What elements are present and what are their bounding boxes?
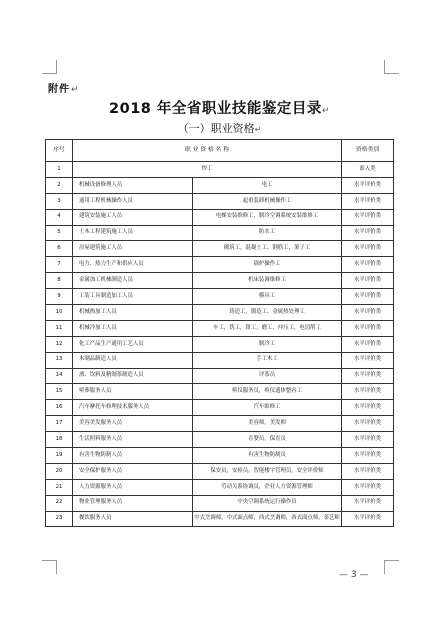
row-number: 10 bbox=[46, 305, 73, 321]
row-type: 水平评价类 bbox=[342, 225, 394, 241]
row-number: 15 bbox=[46, 384, 73, 400]
row-qualification: 模具工 bbox=[193, 289, 342, 305]
page-number: — 3 — bbox=[339, 570, 369, 580]
table-row bbox=[46, 209, 394, 225]
row-qualification: 中式烹调师，中式面点师，西式烹调师，西式面点师，茶艺师 bbox=[193, 511, 342, 527]
row-number: 7 bbox=[46, 257, 73, 273]
row-qualification: 制冷工 bbox=[193, 336, 342, 352]
row-type: 水平评价类 bbox=[342, 336, 394, 352]
table-header-row bbox=[46, 140, 394, 162]
table-row bbox=[46, 289, 394, 305]
crop-mark bbox=[56, 60, 57, 74]
row-qualification: 电梯安装维修工，制冷空调系统安装维修工 bbox=[193, 209, 342, 225]
row-category: 人力资源服务人员 bbox=[73, 479, 193, 495]
crop-mark bbox=[384, 60, 385, 74]
row-number: 2 bbox=[46, 177, 73, 193]
row-category: 美容美发服务人员 bbox=[73, 416, 193, 432]
row-category: 化工产品生产通用工艺人员 bbox=[73, 336, 193, 352]
row-qualification: 保安员，安检员，智能楼宇管理员，安全评价师 bbox=[193, 463, 342, 479]
table-row bbox=[46, 448, 394, 464]
row-type: 水平评价类 bbox=[342, 289, 394, 305]
header-num: 序号 bbox=[46, 140, 73, 162]
row-number: 9 bbox=[46, 289, 73, 305]
table-row bbox=[46, 352, 394, 368]
row-number: 14 bbox=[46, 368, 73, 384]
row-type: 水平评价类 bbox=[342, 209, 394, 225]
row-number: 22 bbox=[46, 495, 73, 511]
row-category: 木制品制造人员 bbox=[73, 352, 193, 368]
row-qualification: 殡仪服务员，殡仪遗体整容工 bbox=[193, 384, 342, 400]
row-qualification: 美容师，美发师 bbox=[193, 416, 342, 432]
row-type: 水平评价类 bbox=[342, 400, 394, 416]
qualification-table bbox=[45, 139, 394, 527]
row-number: 4 bbox=[46, 209, 73, 225]
row-qualification: 车工，铣工，钳工，磨工，冲压工，电切削工 bbox=[193, 320, 342, 336]
row-number: 21 bbox=[46, 479, 73, 495]
table-row bbox=[46, 495, 394, 511]
row-category: 有害生物防制人员 bbox=[73, 448, 193, 464]
row-type: 水平评价类 bbox=[342, 241, 394, 257]
row-category: 机械设备修理人员 bbox=[73, 177, 193, 193]
row-qualification: 防水工 bbox=[193, 225, 342, 241]
row-qualification: 评茶员 bbox=[193, 368, 342, 384]
table-row bbox=[46, 368, 394, 384]
row-number: 6 bbox=[46, 241, 73, 257]
row-qualification: 焊工 bbox=[73, 162, 342, 178]
row-category: 殡葬服务人员 bbox=[73, 384, 193, 400]
row-category: 土木工程建筑施工人员 bbox=[73, 225, 193, 241]
row-category: 安全保护服务人员 bbox=[73, 463, 193, 479]
row-number: 19 bbox=[46, 448, 73, 464]
row-type: 水平评价类 bbox=[342, 511, 394, 527]
table-row bbox=[46, 193, 394, 209]
table-row bbox=[46, 320, 394, 336]
crop-mark bbox=[384, 560, 385, 574]
page-title: 2018 年全省职业技能鉴定目录↵ bbox=[109, 101, 330, 117]
table-row bbox=[46, 225, 394, 241]
header-type: 资格类别 bbox=[342, 140, 394, 162]
row-type: 水平评价类 bbox=[342, 305, 394, 321]
row-number: 23 bbox=[46, 511, 73, 527]
row-number: 5 bbox=[46, 225, 73, 241]
row-category: 工装工具制造加工人员 bbox=[73, 289, 193, 305]
row-type: 水平评价类 bbox=[342, 495, 394, 511]
row-qualification: 机床装调维修工 bbox=[193, 273, 342, 289]
row-type: 水平评价类 bbox=[342, 352, 394, 368]
table-row bbox=[46, 384, 394, 400]
row-type: 水平评价类 bbox=[342, 193, 394, 209]
row-number: 8 bbox=[46, 273, 73, 289]
row-type: 水平评价类 bbox=[342, 416, 394, 432]
table-row bbox=[46, 416, 394, 432]
row-type: 水平评价类 bbox=[342, 257, 394, 273]
row-qualification: 中央空调系统运行操作员 bbox=[193, 495, 342, 511]
row-category: 汽车摩托车修理技术服务人员 bbox=[73, 400, 193, 416]
row-type: 水平评价类 bbox=[342, 479, 394, 495]
row-type: 水平评价类 bbox=[342, 273, 394, 289]
table-row bbox=[46, 241, 394, 257]
table-row bbox=[46, 511, 394, 527]
row-number: 17 bbox=[46, 416, 73, 432]
table-row bbox=[46, 162, 394, 178]
row-qualification: 劳动关系协调员，企业人力资源管理师 bbox=[193, 479, 342, 495]
row-type: 水平评价类 bbox=[342, 463, 394, 479]
row-category: 金属加工机械制造人员 bbox=[73, 273, 193, 289]
crop-mark bbox=[384, 560, 399, 561]
row-number: 20 bbox=[46, 463, 73, 479]
row-type: 水平评价类 bbox=[342, 432, 394, 448]
row-category: 电力、热力生产和供应人员 bbox=[73, 257, 193, 273]
row-number: 3 bbox=[46, 193, 73, 209]
row-qualification: 起重装卸机械操作工 bbox=[193, 193, 342, 209]
header-name: 职 业 资 格 名 称 bbox=[73, 140, 342, 162]
row-number: 13 bbox=[46, 352, 73, 368]
row-qualification: 育婴员，保育员 bbox=[193, 432, 342, 448]
row-qualification: 汽车维修工 bbox=[193, 400, 342, 416]
row-category: 生活照料服务人员 bbox=[73, 432, 193, 448]
table-row bbox=[46, 479, 394, 495]
row-qualification: 砌筑工，混凝土工，钢筋工，架子工 bbox=[193, 241, 342, 257]
table-row bbox=[46, 177, 394, 193]
row-number: 16 bbox=[46, 400, 73, 416]
row-number: 11 bbox=[46, 320, 73, 336]
row-category: 通用工程机械操作人员 bbox=[73, 193, 193, 209]
section-heading: （一）职业资格↵ bbox=[177, 122, 262, 135]
crop-mark bbox=[56, 560, 57, 574]
row-type: 水平评价类 bbox=[342, 368, 394, 384]
attachment-label: 附件↵ bbox=[48, 84, 80, 95]
row-category: 酒、饮料及精制茶制造人员 bbox=[73, 368, 193, 384]
row-type: 水平评价类 bbox=[342, 320, 394, 336]
row-category: 物业管理服务人员 bbox=[73, 495, 193, 511]
row-type: 准入类 bbox=[342, 162, 394, 178]
row-type: 水平评价类 bbox=[342, 384, 394, 400]
table-row bbox=[46, 273, 394, 289]
table-row bbox=[46, 305, 394, 321]
table-row bbox=[46, 336, 394, 352]
crop-mark bbox=[384, 73, 399, 74]
table-row bbox=[46, 432, 394, 448]
row-number: 1 bbox=[46, 162, 73, 178]
crop-mark bbox=[42, 560, 57, 561]
row-category: 房屋建筑施工人员 bbox=[73, 241, 193, 257]
table-row bbox=[46, 400, 394, 416]
row-number: 18 bbox=[46, 432, 73, 448]
row-category: 机械冷加工人员 bbox=[73, 320, 193, 336]
row-number: 12 bbox=[46, 336, 73, 352]
row-qualification: 铸造工，锻造工，金属热处理工 bbox=[193, 305, 342, 321]
row-qualification: 锅炉操作工 bbox=[193, 257, 342, 273]
table-row bbox=[46, 463, 394, 479]
crop-mark bbox=[42, 73, 57, 74]
row-category: 建筑安装施工人员 bbox=[73, 209, 193, 225]
table-row bbox=[46, 257, 394, 273]
row-type: 水平评价类 bbox=[342, 448, 394, 464]
row-type: 水平评价类 bbox=[342, 177, 394, 193]
row-qualification: 电工 bbox=[193, 177, 342, 193]
row-category: 机械热加工人员 bbox=[73, 305, 193, 321]
row-qualification: 有害生物防制员 bbox=[193, 448, 342, 464]
row-qualification: 手工木工 bbox=[193, 352, 342, 368]
row-category: 餐饮服务人员 bbox=[73, 511, 193, 527]
